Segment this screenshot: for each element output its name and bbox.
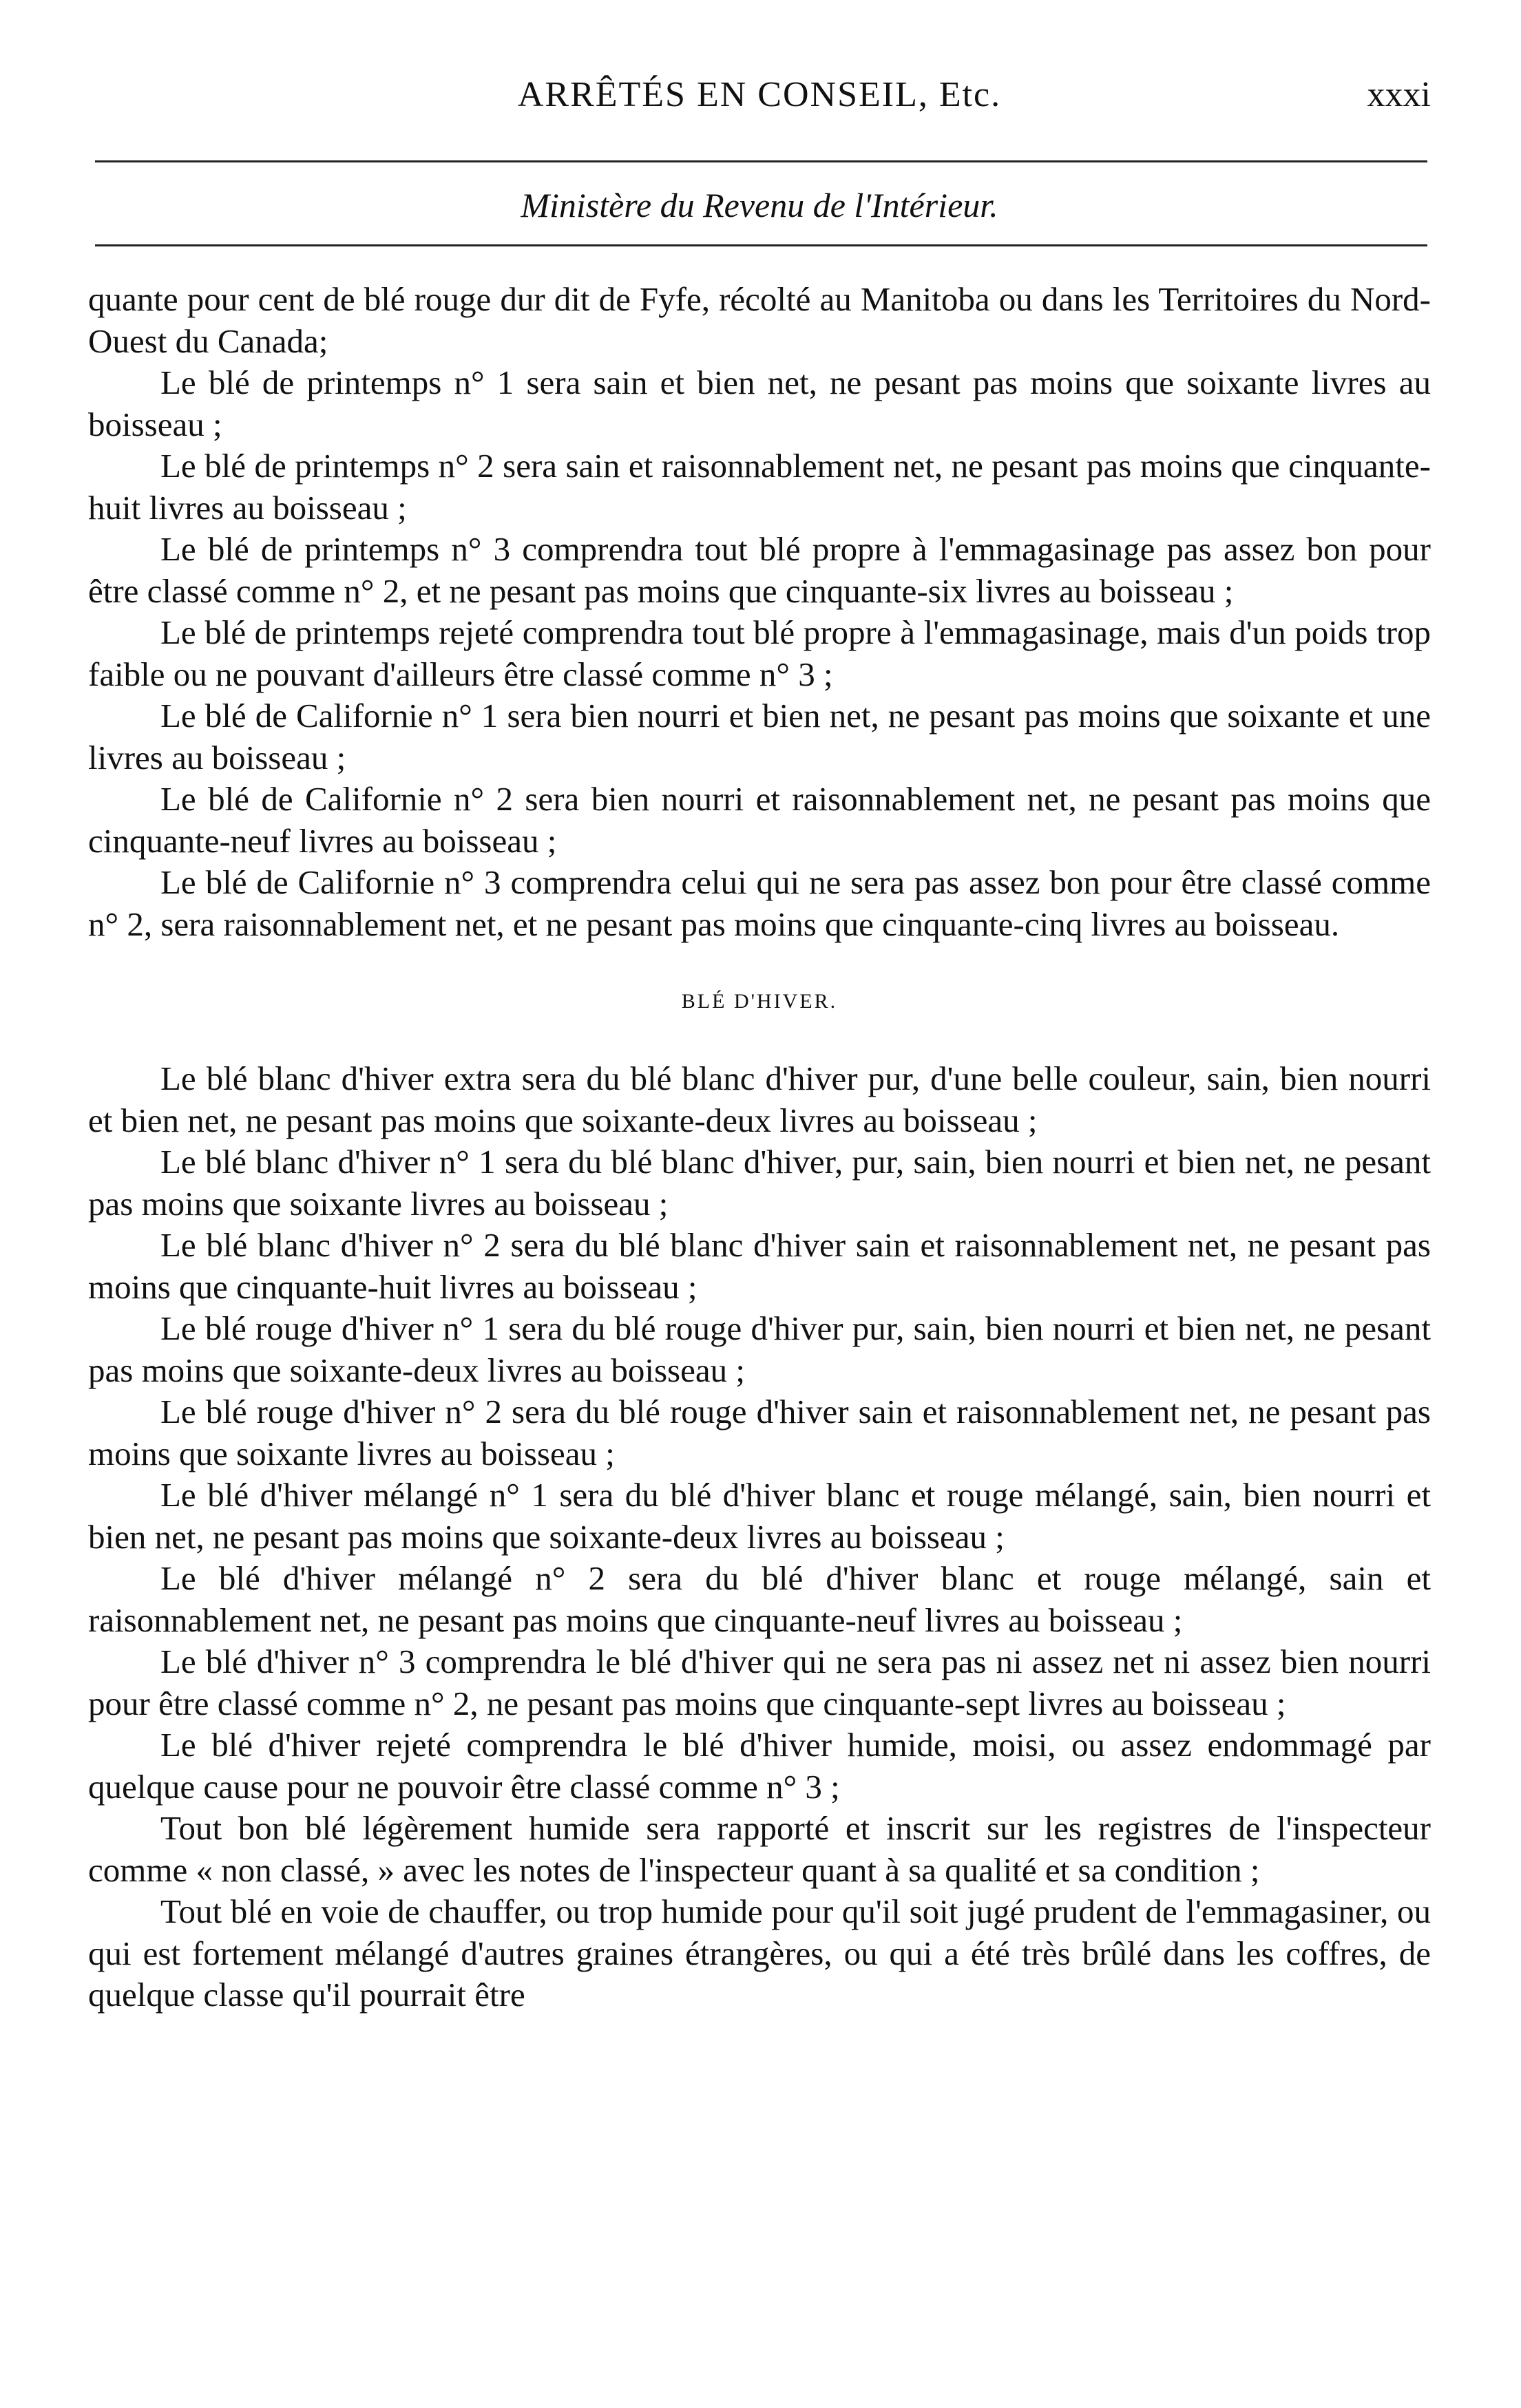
paragraph: Le blé de printemps n° 3 comprendra tout blé propre à l'emmagasinage pas assez bon pour être classé comme n° 2, et ne pesant pas moins que cinquante-six livres au boisseau ; (88, 530, 1431, 610)
paragraph: Tout bon blé légèrement humide sera rapporté et inscrit sur les registres de l'inspecteur comme « non classé, » avec les notes de l'inspecteur quant à sa qualité et sa condition ; (88, 1809, 1431, 1889)
paragraph: Le blé d'hiver n° 3 comprendra le blé d'hiver qui ne sera pas ni assez net ni assez bien nourri pour être classé comme n° 2, ne pesant pas moins que cinquante-sept livres au boisseau ; (88, 1643, 1431, 1722)
paragraph: Le blé d'hiver mélangé n° 2 sera du blé d'hiver blanc et rouge mélangé, sain et raisonnablement net, ne pesant pas moins que cinquante-neuf livres au boisseau ; (88, 1559, 1431, 1639)
header-rule-top (95, 160, 1427, 162)
paragraph: Le blé de printemps n° 1 sera sain et bien net, ne pesant pas moins que soixante livres au boisseau ; (88, 363, 1431, 443)
paragraph: Le blé de Californie n° 2 sera bien nourri et raisonnablement net, ne pesant pas moins que cinquante-neuf livres au boisseau ; (88, 780, 1431, 860)
header-rule-bottom (95, 244, 1427, 246)
paragraph-continued: quante pour cent de blé rouge dur dit de Fyfe, récolté au Manitoba ou dans les Territoires du Nord-Ouest du Canada; (88, 280, 1431, 360)
paragraph: Le blé de Californie n° 1 sera bien nourri et bien net, ne pesant pas moins que soixante et une livres au boisseau ; (88, 697, 1431, 777)
paragraph: Le blé d'hiver mélangé n° 1 sera du blé d'hiver blanc et rouge mélangé, sain, bien nourri et bien net, ne pesant pas moins que soixante-deux livres au boisseau ; (88, 1476, 1431, 1556)
paragraph: Le blé blanc d'hiver n° 2 sera du blé blanc d'hiver sain et raisonnablement net, ne pesant pas moins que cinquante-huit livres au boisseau ; (88, 1226, 1431, 1306)
paragraph: Le blé rouge d'hiver n° 2 sera du blé rouge d'hiver sain et raisonnablement net, ne pesant pas moins que soixante livres au boisseau ; (88, 1393, 1431, 1472)
body-text (88, 279, 1431, 2016)
paragraph: Le blé rouge d'hiver n° 1 sera du blé rouge d'hiver pur, sain, bien nourri et bien net, ne pesant pas moins que soixante-deux livres au boisseau ; (88, 1309, 1431, 1389)
paragraph: Le blé de printemps n° 2 sera sain et raisonnablement net, ne pesant pas moins que cinquante-huit livres au boisseau ; (88, 447, 1431, 527)
running-title: ARRÊTÉS EN CONSEIL, Etc. (517, 75, 1002, 114)
paragraph: Le blé blanc d'hiver extra sera du blé blanc d'hiver pur, d'une belle couleur, sain, bien nourri et bien net, ne pesant pas moins que soixante-deux livres au boisseau ; (88, 1059, 1431, 1139)
paragraph: Le blé de Californie n° 3 comprendra celui qui ne sera pas assez bon pour être classé comme n° 2, sera raisonnablement net, et ne pesant pas moins que cinquante-cinq livres au boisseau. (88, 863, 1431, 943)
paragraph: Le blé blanc d'hiver n° 1 sera du blé blanc d'hiver, pur, sain, bien nourri et bien net, ne pesant pas moins que soixante livres au boisseau ; (88, 1143, 1431, 1223)
page-number: xxxi (1367, 75, 1431, 114)
document-page (88, 0, 1431, 2408)
running-head (88, 67, 1431, 123)
department-title: Ministère du Revenu de l'Intérieur. (521, 186, 998, 224)
paragraph: Le blé d'hiver rejeté comprendra le blé d'hiver humide, moisi, ou assez endommagé par quelque cause pour ne pouvoir être classé comme n° 3 ; (88, 1726, 1431, 1806)
section-heading: BLÉ D'HIVER. (681, 990, 838, 1013)
paragraph: Le blé de printemps rejeté comprendra tout blé propre à l'emmagasinage, mais d'un poids trop faible ou ne pouvant d'ailleurs être classé comme n° 3 ; (88, 613, 1431, 693)
paragraph: Tout blé en voie de chauffer, ou trop humide pour qu'il soit jugé prudent de l'emmagasiner, ou qui est fortement mélangé d'autres graines étrangères, ou qui a été très brûlé dans les coffres, de quelque classe qu'il pourrait être (88, 1892, 1431, 2014)
